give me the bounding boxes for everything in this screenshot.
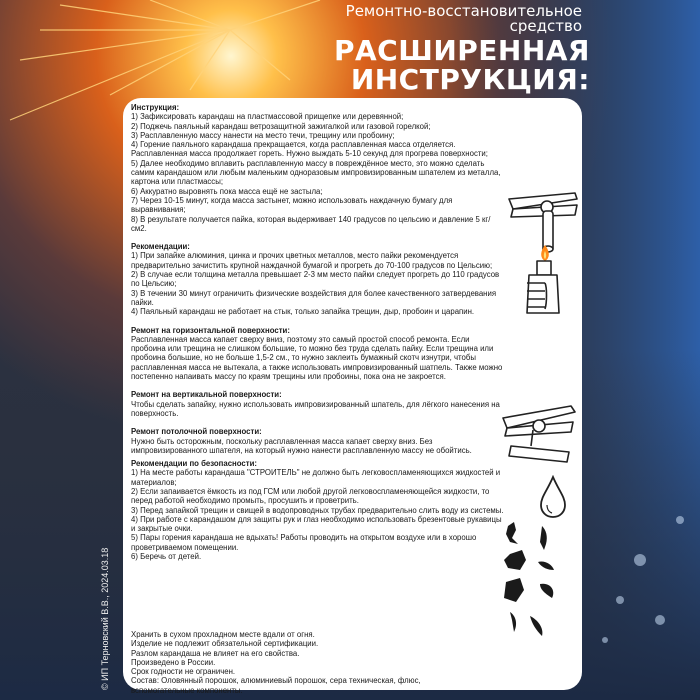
safety-item: 3) Перед запайкой трещин и свищей в водопроводных трубах предварительно слить воду из системы. [131,505,504,515]
instruction-content [131,103,505,561]
safety-item: 1) На месте работы карандаша "СТРОИТЕЛЬ" не должно быть легковоспламеняющихся жидкостей и материалов; [131,468,501,487]
recommendations-heading: Рекомендации: [131,242,190,252]
instruction-item: 5) Далее необходимо вплавить расплавленную массу в повреждённое место, это можно сделать самим карандашом или любым маленьким одноразовым импровизированным шпателем из металла, картона или пластмассы; [131,158,501,187]
instruction-item: 8) В результате получается пайка, которая выдерживает 140 градусов по цельсию и давление 5 кг/см2. [131,214,491,233]
safety-item: 5) Пары горения карандаша не вдыхать! Работы проводить на открытом воздухе или в хорошо проветриваемом помещении. [131,533,477,552]
horizontal-heading: Ремонт на горизонтальной поверхности: [131,325,290,335]
ceiling-heading: Ремонт потолочной поверхности: [131,427,262,437]
instruction-item: 4) Горение паяльного карандаша прекращается, когда расплавленная масса отделяется. Расплавленная масса продолжает гореть. Нужно выждать 5-10 секунд для прогрева поверхности; [131,140,488,159]
vertical-text: Чтобы сделать запайку, нужно использовать импровизированный шпатель, для лёгкого нанесения на поверхность. [131,399,500,418]
recommendation-item: 3) В течении 30 минут ограничить физические воздействия для более качественного затвердевания пайки. [131,288,497,307]
horizontal-text: Расплавленная масса капает сверху вниз, поэтому это самый простой способ ремонта. Если пробоина или трещина не слишком большие, то можно без труда сделать пайку. Если трещина или пробоина большие, но не больше 1,5-2 см., то нужно заклеить бумажный скотч изнутри, чтобы расплавленная масса не вытекала, а также использовать импровизированный шатпель. Также можно постепенно напаивать массу по краям трещины или пробоины, пока она не закроется. [131,334,503,382]
footer-line: Произведено в России. [131,657,216,667]
footer-line: Хранить в сухом прохладном месте вдали от огня. [131,630,315,639]
recommendation-item: 2) В случае если толщина металла превышает 2-3 мм место пайки следует прогреть до 110 градусов по Цельсию; [131,270,500,289]
header-subtitle: Ремонтно-восстановительное средство [345,2,582,35]
instructions-heading: Инструкция: [131,103,180,112]
footer-line: Разлом карандаша не влияет на его свойства. [131,648,300,658]
vertical-heading: Ремонт на вертикальной поверхности: [131,390,282,400]
storage-notes [131,630,461,695]
safety-item: 4) При работе с карандашом для защиты рук и глаз необходимо использовать брезентовые рукавицы и закрытые очки. [131,514,502,534]
ceiling-text: Нужно быть осторожным, поскольку расплавленная масса капает сверху вниз. Без импровизированного шпателя, на который нужно нанести расплавленную массу не обойтись. [131,436,472,455]
copyright-watermark: © ИП Терновский В.В., 2024.03.18 [100,547,110,690]
crack-holes-icon [500,520,570,640]
page-title: РАСШИРЕННАЯ ИНСТРУКЦИЯ: [333,34,590,96]
recommendation-item: 4) Паяльный карандаш не работает на стык, только запайка трещин, дыр, пробоин и царапин. [131,307,475,317]
footer-line: Срок годности не ограничен. [131,667,236,677]
drop-icon [535,475,571,519]
instruction-item: 6) Аккуратно выровнять пока масса ещё не застыла; [131,186,323,196]
instruction-item: 1) Зафиксировать карандаш на пластмассовой прищепке или деревянной; [131,112,404,122]
footer-line: Изделие не подлежит обязательной сертификации. [131,639,319,649]
recommendation-item: 1) При запайке алюминия, цинка и прочих цветных металлов, место пайки рекомендуется предварительно зачистить крупной наждачной бумагой и прогреть до 70-100 градусов по Цельсию; [131,251,493,270]
instruction-item: 7) Через 10-15 минут, когда масса застынет, можно использовать наждачную бумагу для выравнивания; [131,195,453,215]
safety-item: 6) Беречь от детей. [131,552,202,562]
safety-item: 2) Если запаивается ёмкость из под ГСМ или любой другой легковоспламеняющейся жидкости, то перед работой необходимо промыть, просушить и проветрить. [131,486,490,506]
footer-line: Состав: Оловянный порошок, алюминиевый порошок, сера техническая, флюс, вспомогательные компоненты. [131,676,421,695]
clothespin-vertical-icon [497,400,579,472]
instruction-item: 3) Расплавленную массу нанести на место течи, трещину или пробоину; [131,130,395,140]
lighter-hand-icon [515,243,575,323]
instruction-item: 2) Поджечь паяльный карандаш ветрозащитной зажигалкой или газовой горелкой; [131,121,431,131]
safety-heading: Рекомендации по безопасности: [131,459,257,469]
